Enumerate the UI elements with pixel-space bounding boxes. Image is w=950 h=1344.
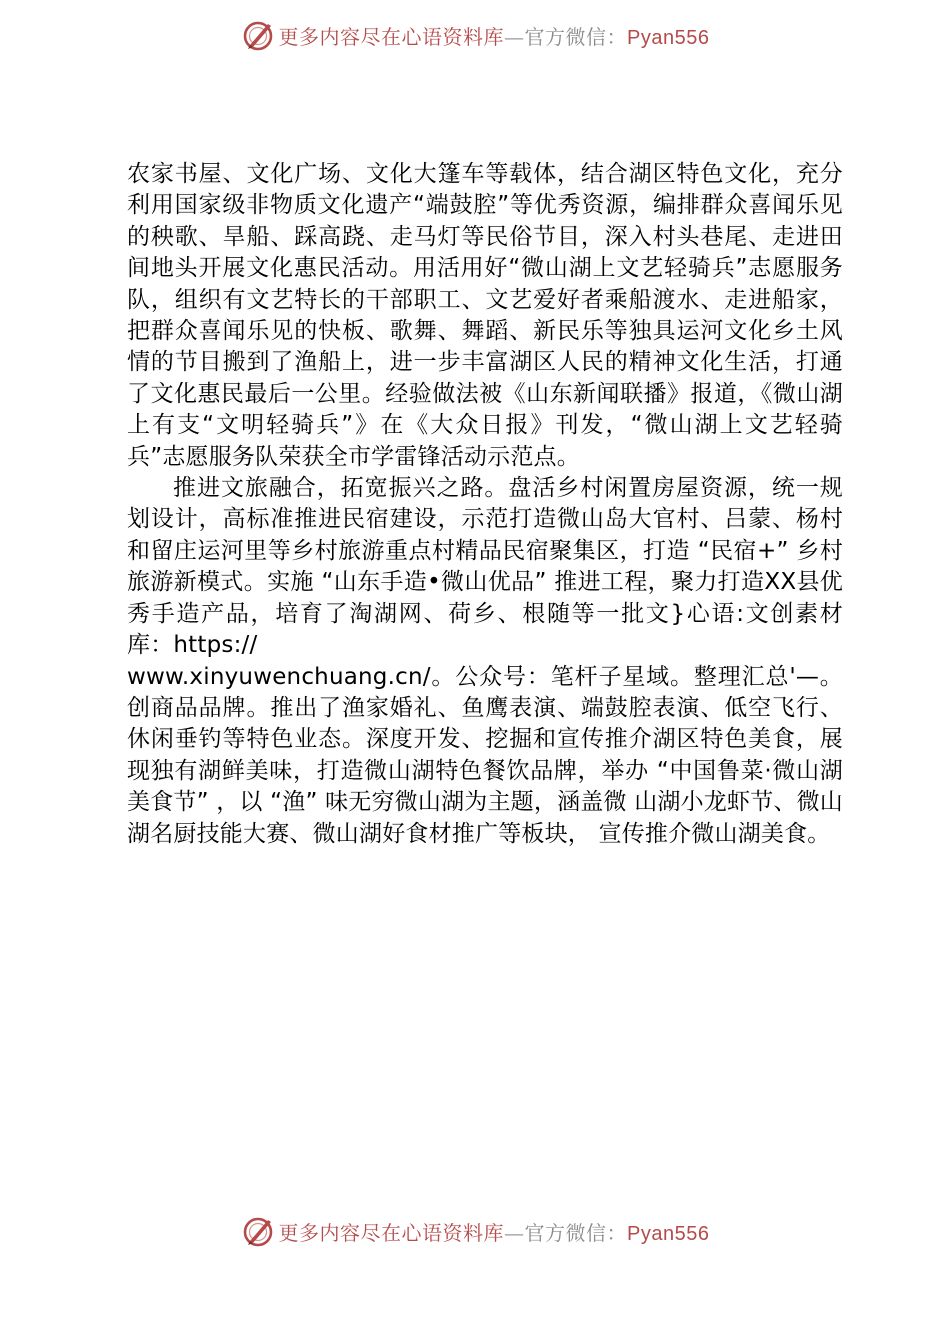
header-wechat-label: 官方微信： bbox=[524, 24, 628, 49]
paragraph-2-part-1: 推进文旅融合，拓宽振兴之路。盘活乡村闲置房屋资源，统一规划设计，高标准推进民宿建设，示范打造微山岛大官村、吕蒙、杨村和留庄运河里等乡村旅游重点村精品民宿聚集区，打造 “民宿+” 乡村旅游新模式。实施 “山东手造•微山优品” 推进工程，聚力打造XX县优秀手造产品，培育了淘湖网、荷乡、根随等一批文}心语:文创素材库：https:// bbox=[127, 475, 843, 659]
footer-banner-slogan: 更多内容尽在心语资料库 bbox=[278, 1220, 505, 1245]
red-pen-circle-logo-icon bbox=[241, 1214, 275, 1248]
footer-banner bbox=[0, 1211, 950, 1251]
document-body bbox=[127, 159, 843, 850]
header-banner bbox=[0, 15, 950, 55]
footer-banner-text bbox=[279, 1217, 710, 1246]
header-banner-text bbox=[279, 21, 710, 50]
header-wechat-id: Pyan556 bbox=[627, 26, 710, 49]
red-pen-circle-logo-icon bbox=[241, 18, 275, 52]
paragraph-1: 农家书屋、文化广场、文化大篷车等载体，结合湖区特色文化，充分利用国家级非物质文化遗产“端鼓腔”等优秀资源，编排群众喜闻乐见的秧歌、旱船、踩高跷、走马灯等民俗节目，深入村头巷尾、走进田间地头开展文化惠民活动。用活用好“微山湖上文艺轻骑兵”志愿服务队，组织有文艺特长的干部职工、文艺爱好者乘船渡水、走进船家，把群众喜闻乐见的快板、歌舞、舞蹈、新民乐等独具运河文化乡土风情的节目搬到了渔船上，进一步丰富湖区人民的精神文化生活，打通了文化惠民最后一公里。经验做法被《山东新闻联播》报道，《微山湖上有支“文明轻骑兵”》在《大众日报》刊发，“微山湖上文艺轻骑兵”志愿服务队荣获全市学雷锋活动示范点。 bbox=[127, 161, 843, 470]
footer-wechat-id: Pyan556 bbox=[627, 1222, 710, 1245]
header-banner-slogan: 更多内容尽在心语资料库 bbox=[278, 24, 505, 49]
footer-wechat-label: 官方微信： bbox=[524, 1220, 628, 1245]
paragraph-2 bbox=[127, 473, 843, 850]
paragraph-2-part-2: 。公众号：笔杆子星域。整理汇总'—。创商品品牌。推出了渔家婚礼、鱼鹰表演、端鼓腔表演、低空飞行、休闲垂钓等特色业态。深度开发、挖掘和宣传推介湖区特色美食，展现独有湖鲜美味，打造微山湖特色餐饮品牌，举办 “中国鲁菜·微山湖美食节” ，以 “渔” 味无穷微山湖为主题，涵盖微 山湖小龙虾节、微山湖名厨技能大赛、微山湖好食材推广等板块， 宣传推介微山湖美食。 bbox=[127, 663, 843, 847]
footer-banner-dash: — bbox=[504, 1220, 525, 1245]
header-banner-dash: — bbox=[504, 24, 525, 49]
source-url: www.xinyuwenchuang.cn/ bbox=[127, 663, 431, 690]
